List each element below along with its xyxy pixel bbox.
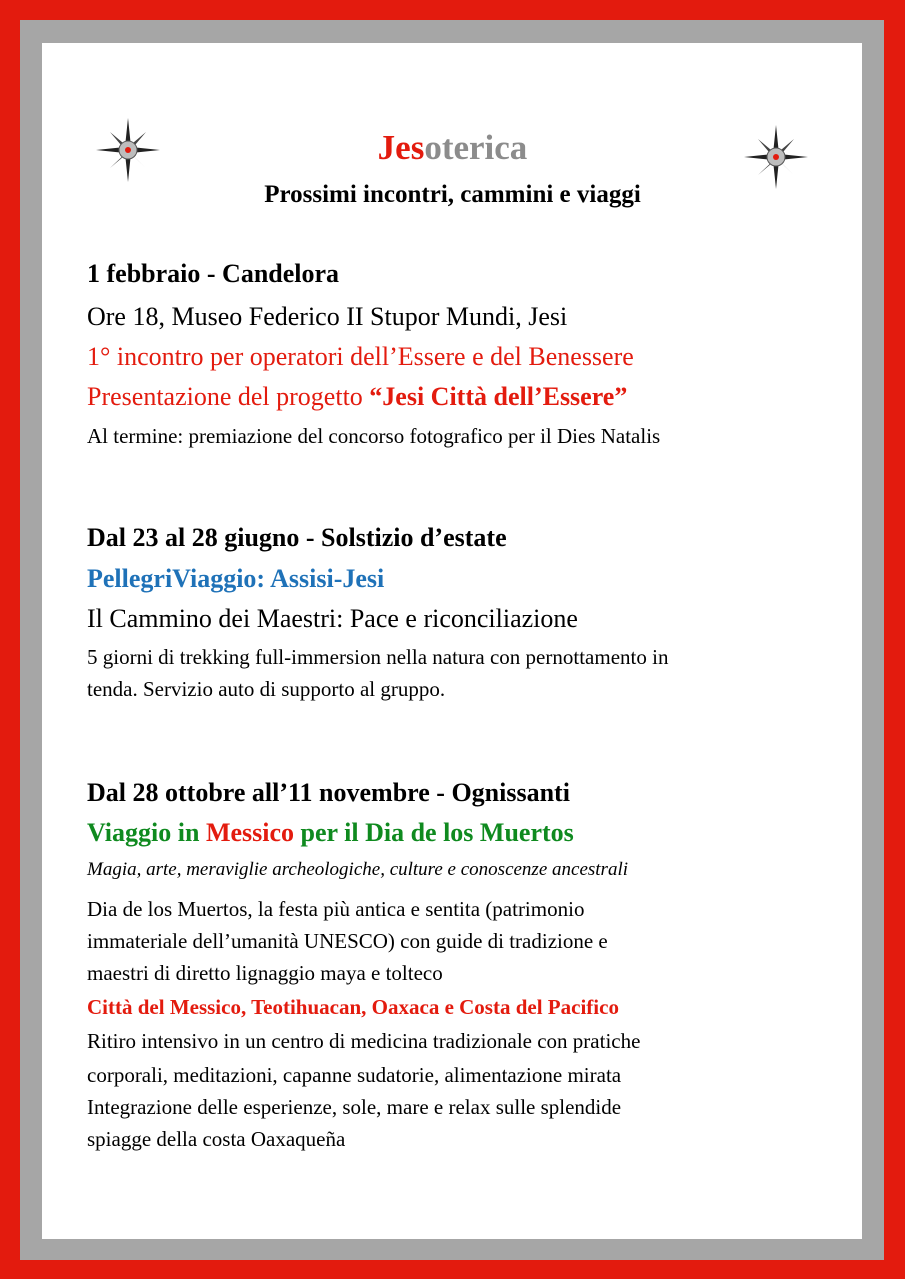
event3-name-country: Messico [205,818,295,847]
page-title [0,128,905,168]
event2-name: PellegriViaggio: Assisi-Jesi [87,564,385,593]
event3-places: Città del Messico, Teotihuacan, Oaxaca e Costa del Pacifico [87,995,619,1019]
event1-note: Al termine: premiazione del concorso fotografico per il Dies Natalis [87,424,661,448]
event3-retreat-line4: spiagge della costa Oaxaqueña [87,1127,346,1151]
event3-desc-line3: maestri di diretto lignaggio maya e tolteco [87,961,443,985]
event3-retreat-line3: Integrazione delle esperienze, sole, mare e relax sulle splendide [87,1095,622,1119]
event1-line1: 1° incontro per operatori dell’Essere e del Benessere [87,342,634,371]
title-part-grey: oterica [424,128,528,167]
event1-date: 1 febbraio - Candelora [87,259,340,288]
event3-desc-line2: immateriale dell’umanità UNESCO) con guide di tradizione e [87,929,608,953]
event3-name-part1: Viaggio in [87,818,206,847]
event2-desc-line2: tenda. Servizio auto di supporto al gruppo. [87,677,446,701]
event3-date: Dal 28 ottobre all’11 novembre - Ognissanti [87,778,570,807]
event3-desc-line1: Dia de los Muertos, la festa più antica e sentita (patrimonio [87,897,585,921]
event2-desc-line1: 5 giorni di trekking full-immersion nella natura con pernottamento in [87,645,669,669]
event2-date: Dal 23 al 28 giugno - Solstizio d’estate [87,523,507,552]
event3-name [87,816,574,850]
event3-retreat-line1: Ritiro intensivo in un centro di medicina tradizionale con pratiche [87,1029,641,1053]
title-part-red: Jes [377,128,425,167]
event1-line2-prefix: Presentazione del progetto [87,382,370,411]
event3-retreat-line2: corporali, meditazioni, capanne sudatorie, alimentazione mirata [87,1063,622,1087]
event1-place: Ore 18, Museo Federico II Stupor Mundi, Jesi [87,302,568,331]
event3-name-part3: per il Dia de los Muertos [294,818,574,847]
page-subtitle: Prossimi incontri, cammini e viaggi [264,181,641,208]
event3-tagline: Magia, arte, meraviglie archeologiche, culture e conoscenze ancestrali [87,859,628,880]
event1-line2 [87,380,627,414]
event2-theme: Il Cammino dei Maestri: Pace e riconciliazione [87,604,578,633]
event1-project-name: “Jesi Città dell’Essere” [369,382,628,411]
